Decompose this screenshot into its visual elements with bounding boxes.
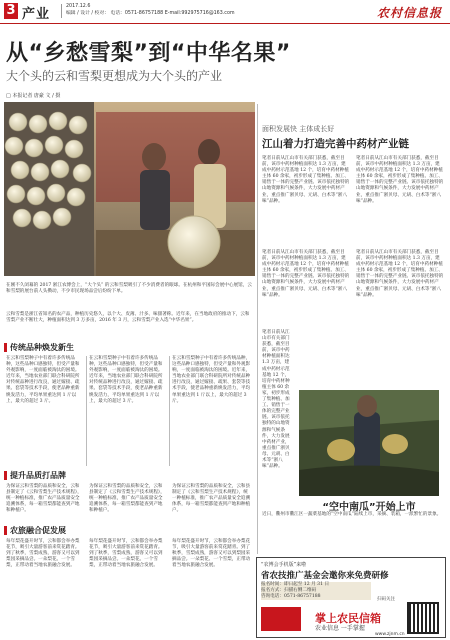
section-body-2c: 为保证云和雪梨的品质和安全，云和县制定了《云和雪梨生产技术规程》，统一种植标准，推广农产品质量安全追溯体系，每一箱雪梨都能查到产地和种植户。 bbox=[172, 484, 251, 514]
ad-line-2: 报名方式：扫描右侧二维码 bbox=[261, 588, 317, 593]
sidebar-headline: 江山着力打造完善中药材产业链 bbox=[262, 138, 409, 150]
ad-line-1: 报名时间：即日起至 12 月 31 日 bbox=[261, 582, 330, 587]
sidebar-body-c: 笔者日前从江山市有关部门获悉，截至目前，该市中药材种植面积达 1.3 万亩，建成中药材示范基地 12 个，培育中药材种植主体 60 余家，初步形成了集种植、加工、销售于一体的完整产业链。该市依托独特的山地资源和气候条件，大力发展中药材产业，重点推广浙贝母、元胡、白术等“浙八味”品种。 bbox=[262, 250, 350, 298]
section-heading-2: 提升品质打品牌 bbox=[4, 471, 66, 480]
sidebar-body-b: 笔者日前从江山市有关部门获悉，截至目前，该市中药材种植面积达 1.3 万亩，建成中药材示范基地 12 个，培育中药材种植主体 60 余家，初步形成了集种植、加工、销售于一体的完整产业链。该市依托独特的山地资源和气候条件，大力发展中药材产业，重点推广浙贝母、元胡、白术等“浙八味”品种。 bbox=[356, 156, 444, 204]
main-headline: 从“乡愁雪梨”到“中华名果” bbox=[6, 41, 291, 66]
ad-website: www.zjnm.cn bbox=[375, 632, 405, 637]
column-rule bbox=[86, 356, 87, 466]
qr-label: 扫码关注 bbox=[377, 597, 395, 602]
photo-caption: 在刚不久闭幕的 2017 浙江农博会上，“大个头” 的云和雪梨吸引了不少消费者的眼球。在杭州和平国际会展中心展馆，云和雪梨的展台前人头攒动，不少市民现场品尝后纷纷下单。 bbox=[6, 283, 252, 295]
section-body-3b: 每年梨花盛开时节，云和都会举办梨花节，吸引大量游客前来赏花踏青。到了秋季，雪梨成熟，游客又可以到梨园采摘品尝。一朵梨花、一个雪梨，正带动着当地农旅融合发展。 bbox=[89, 539, 163, 569]
sidebar-body-e: 笔者日前从江山市有关部门获悉，截至目前，该市中药材种植面积达 1.3 万亩，建成中药材示范基地 12 个，培育中药材种植主体 60 余家，初步形成了集种植、加工、销售于一体的完整产业链。该市依托独特的山地资源和气候条件，大力发展中药材产业，重点推广浙贝母、元胡、白术等“浙八味”品种。 bbox=[262, 330, 290, 470]
section-title: 产业 bbox=[22, 7, 51, 22]
ad-footer-sub: 农业信息 一手掌握 bbox=[315, 625, 365, 632]
section-heading-3: 农旅融合促发展 bbox=[4, 526, 66, 535]
sidebar-body-a: 笔者日前从江山市有关部门获悉，截至目前，该市中药材种植面积达 1.3 万亩，建成中药材示范基地 12 个，培育中药材种植主体 60 余家，初步形成了集种植、加工、销售于一体的完整产业链。该市依托独特的山地资源和气候条件，大力发展中药材产业，重点推广浙贝母、元胡、白术等“浙八味”品种。 bbox=[262, 156, 350, 204]
editor-line: 编辑 / 设计 / 校对： 电话：0571-86757188 E-mail:992975716@163.com bbox=[66, 10, 235, 16]
issue-date: 2017.12.6 bbox=[66, 4, 91, 9]
qr-code-icon[interactable] bbox=[407, 602, 439, 634]
column-rule bbox=[169, 356, 170, 466]
byline: □ 本报记者 唐豪 文 / 摄 bbox=[6, 93, 61, 99]
ad-footer-title: 掌上农民信箱 bbox=[315, 612, 381, 625]
market-photo bbox=[4, 102, 255, 276]
section-body-2a: 为保证云和雪梨的品质和安全，云和县制定了《云和雪梨生产技术规程》，统一种植标准，推广农产品质量安全追溯体系，每一箱雪梨都能查到产地和种植户。 bbox=[6, 484, 82, 514]
ad-logo-icon bbox=[261, 607, 301, 631]
pumpkin-photo bbox=[299, 390, 439, 496]
masthead bbox=[0, 0, 450, 24]
ad-line-3: 咨询电话：0571-86757188 bbox=[261, 594, 321, 599]
pumpkin-caption: 近日，衢州市衢江区一蔬菜基地的“空中南瓜”陆续上市，采摘、装箱，一派繁忙的景象。 bbox=[262, 512, 442, 517]
column-rule bbox=[257, 104, 258, 554]
masthead-divider bbox=[61, 4, 62, 18]
newspaper-logo: 农村信息报 bbox=[376, 6, 442, 20]
page-number: 3 bbox=[4, 3, 18, 19]
section-body-3a: 每年梨花盛开时节，云和都会举办梨花节，吸引大量游客前来赏花踏青。到了秋季，雪梨成熟，游客又可以到梨园采摘品尝。一朵梨花、一个雪梨，正带动着当地农旅融合发展。 bbox=[6, 539, 80, 569]
section-body-3c: 每年梨花盛开时节，云和都会举办梨花节，吸引大量游客前来赏花踏青。到了秋季，雪梨成熟，游客又可以到梨园采摘品尝。一朵梨花、一个雪梨，正带动着当地农旅融合发展。 bbox=[172, 539, 251, 569]
ad-title: “农博会手机版”来啦 bbox=[261, 562, 307, 568]
advertisement[interactable] bbox=[256, 557, 446, 638]
sidebar-kicker: 面积发展快 主体成长好 bbox=[262, 125, 335, 133]
section-heading-1: 传统品种焕发新生 bbox=[4, 343, 74, 352]
sidebar-body-d: 笔者日前从江山市有关部门获悉，截至目前，该市中药材种植面积达 1.3 万亩，建成中药材示范基地 12 个，培育中药材种植主体 60 余家，初步形成了集种植、加工、销售于一体的完整产业链。该市依托独特的山地资源和气候条件，大力发展中药材产业，重点推广浙贝母、元胡、白术等“浙八味”品种。 bbox=[356, 250, 444, 298]
section-body-1b: 在云和雪梨种子中有着许多传统品种，这些品种口感独特，但受产量和外观影响，一度面临被淘汰的困境。近年来，当地农业部门联合科研院所对传统品种进行改良，通过嫁接、疏果、套袋等技术手段，使老品种重新焕发活力，平均单果重达到 1 斤以上，最大的超过 3 斤。 bbox=[89, 356, 163, 404]
section-body-1a: 在云和雪梨种子中有着许多传统品种，这些品种口感独特，但受产量和外观影响，一度面临被淘汰的困境。近年来，当地农业部门联合科研院所对传统品种进行改良，通过嫁接、疏果、套袋等技术手段，使老品种重新焕发活力，平均单果重达到 1 斤以上，最大的超过 3 斤。 bbox=[6, 356, 80, 404]
ad-subtitle: 省农技推广基金会邀你来免费研修 bbox=[261, 571, 389, 581]
intro-paragraph: 云和雪梨是浙江省知名的农产品，种植历史悠久，以个大、皮薄、汁多、味甜著称。近年来，在当地政府的推动下，云和雪梨产业不断壮大，种植面积达到 3 万多亩，2016 年 3 月，云和雪梨产业入选“中华名果”。 bbox=[6, 312, 250, 324]
pumpkin-caption-title: “空中南瓜”开始上市 bbox=[322, 502, 416, 513]
section-body-1c: 在云和雪梨种子中有着许多传统品种，这些品种口感独特，但受产量和外观影响，一度面临被淘汰的困境。近年来，当地农业部门联合科研院所对传统品种进行改良，通过嫁接、疏果、套袋等技术手段，使老品种重新焕发活力，平均单果重达到 1 斤以上，最大的超过 3 斤。 bbox=[172, 356, 251, 404]
masthead-info bbox=[66, 4, 235, 17]
main-subhead: 大个头的云和雪梨更想成为大个头的产业 bbox=[6, 69, 223, 83]
section-body-2b: 为保证云和雪梨的品质和安全，云和县制定了《云和雪梨生产技术规程》，统一种植标准，推广农产品质量安全追溯体系，每一箱雪梨都能查到产地和种植户。 bbox=[89, 484, 165, 514]
